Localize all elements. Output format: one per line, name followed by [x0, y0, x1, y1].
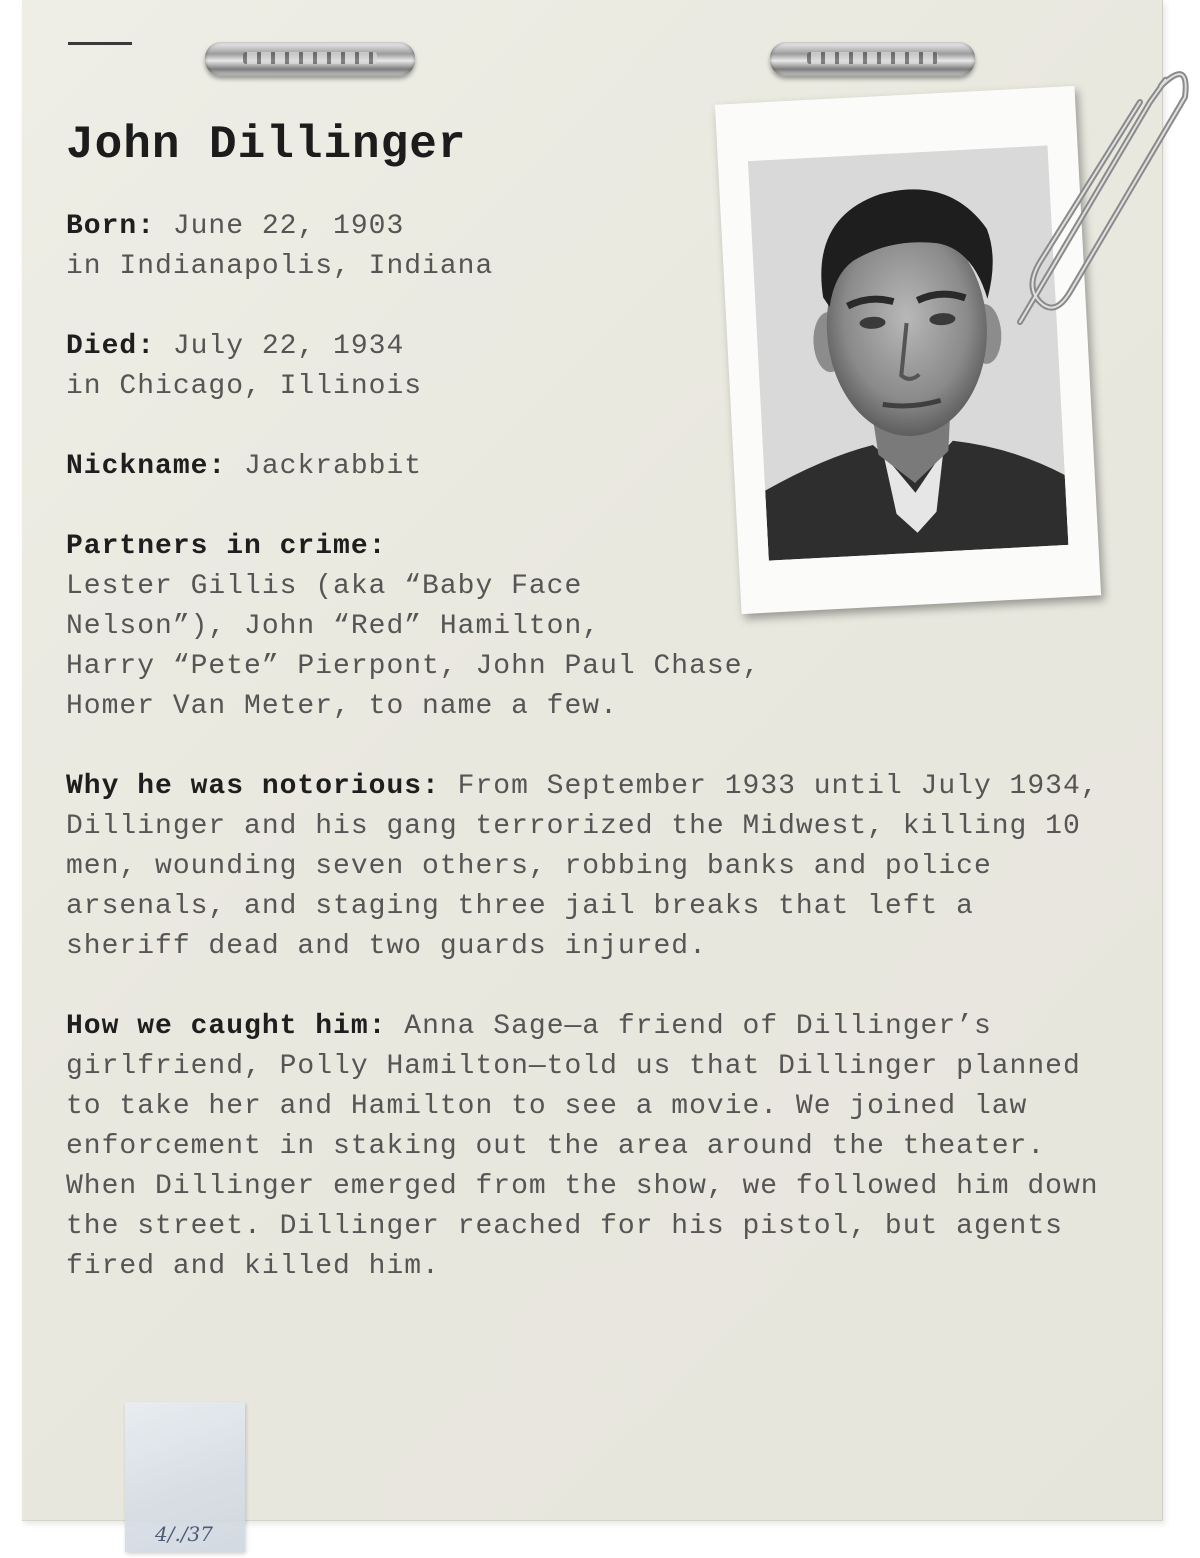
born-place: in Indianapolis, Indiana — [66, 251, 494, 283]
subject-name: John Dillinger — [66, 119, 467, 171]
tape-note-text: 4/./37 — [155, 1522, 214, 1546]
partners-line: Lester Gillis (aka “Baby Face — [66, 571, 583, 603]
died-date: July 22, 1934 — [172, 331, 405, 363]
notorious-text: From September 1933 until July 1934, Dillinger and his gang terrorized the Midwest, killing 10 men, wounding seven others, robbing banks and police arsenals, and staging three jail breaks that left a sheriff dead and two guards injured. — [66, 771, 1099, 963]
notorious-field — [66, 767, 1106, 967]
caught-label: How we caught him: — [66, 1011, 387, 1043]
partners-label: Partners in crime: — [66, 531, 387, 563]
caught-text: Anna Sage—a friend of Dillinger’s girlfriend, Polly Hamilton—told us that Dillinger planned to take her and Hamilton to see a movie. We joined law enforcement in staking out the area around the theater. When Dillinger emerged from the show, we followed him down the street. Dillinger reached for his pistol, but agents fired and killed him. — [66, 1011, 1099, 1283]
notorious-label: Why he was notorious: — [66, 771, 440, 803]
header-rule — [68, 42, 132, 45]
partners-line: Homer Van Meter, to name a few. — [66, 691, 618, 723]
partners-line: Harry “Pete” Pierpont, John Paul Chase, — [66, 651, 761, 683]
partners-line: Nelson”), John “Red” Hamilton, — [66, 611, 601, 643]
binder-fastener-right-icon — [770, 42, 975, 76]
nickname-value: Jackrabbit — [244, 451, 423, 483]
nickname-label: Nickname: — [66, 451, 227, 483]
evidence-tape-note — [125, 1402, 245, 1552]
binder-fastener-left-icon — [205, 42, 415, 76]
died-place: in Chicago, Illinois — [66, 371, 423, 403]
died-label: Died: — [66, 331, 156, 363]
paperclip-icon — [1000, 62, 1200, 342]
born-label: Born: — [66, 211, 156, 243]
born-date: June 22, 1903 — [172, 211, 405, 243]
caught-field — [66, 1007, 1106, 1287]
